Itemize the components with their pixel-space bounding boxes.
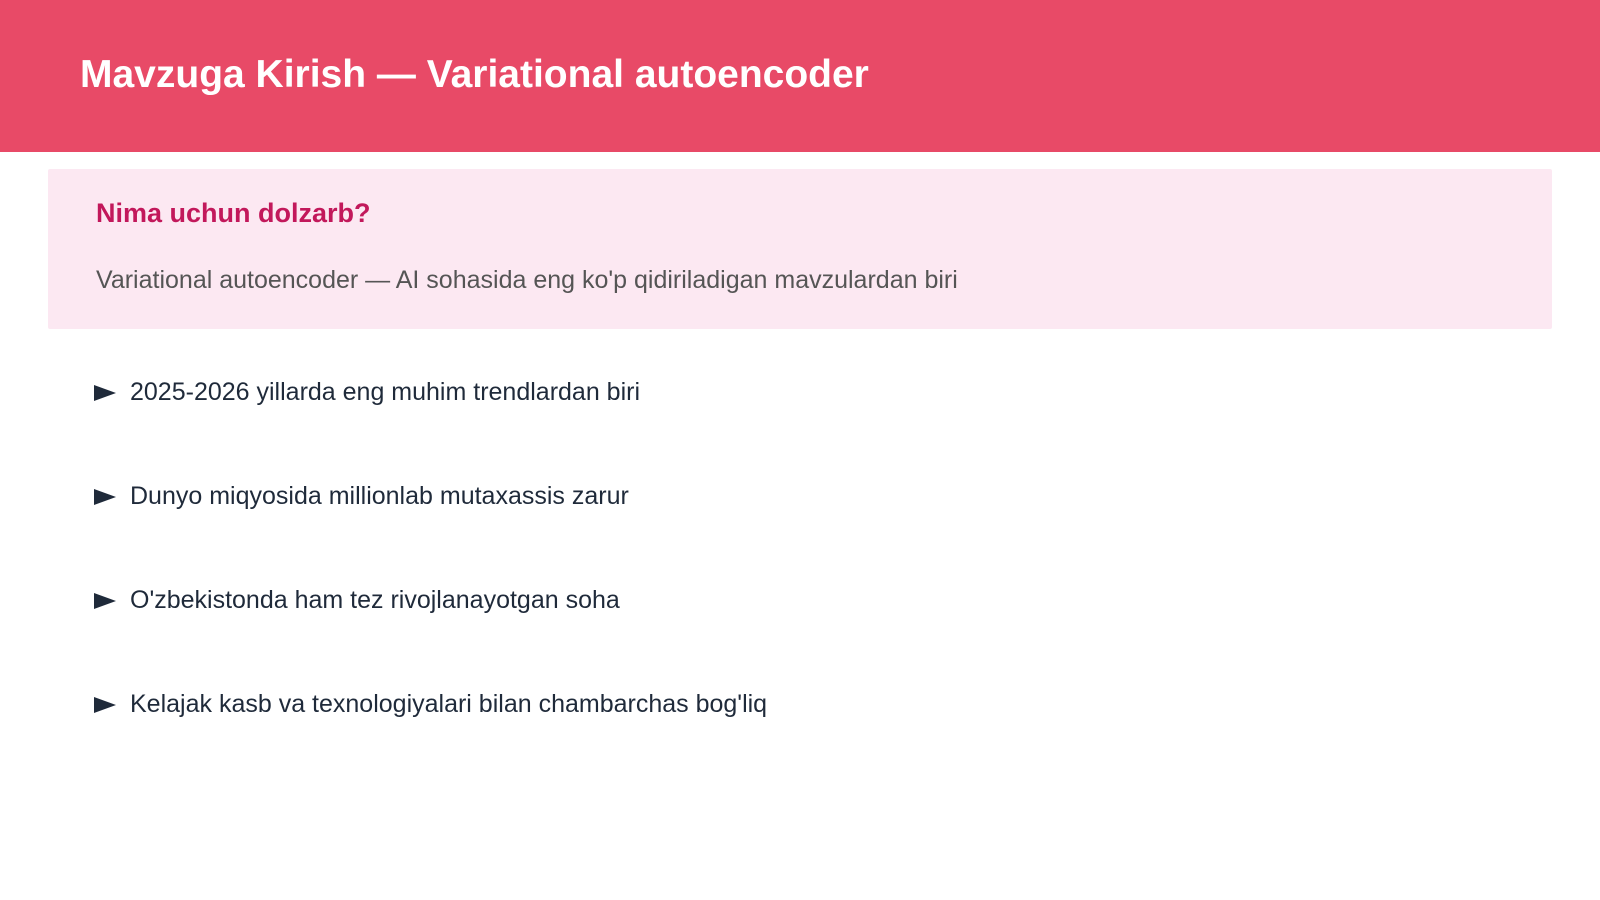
header-banner	[0, 0, 1600, 152]
bullet-text: Kelajak kasb va texnologiyalari bilan chambarchas bog'liq	[130, 690, 768, 718]
triangle-right-icon	[94, 697, 116, 713]
callout-box	[48, 169, 1552, 329]
triangle-right-icon	[94, 489, 116, 505]
bullet-item	[94, 476, 1494, 516]
bullet-text: 2025-2026 yillarda eng muhim trendlardan biri	[130, 378, 641, 406]
bullet-list	[94, 372, 1494, 788]
triangle-right-icon	[94, 385, 116, 401]
callout-title: Nima uchun dolzarb?	[96, 198, 371, 228]
bullet-text: O'zbekistonda ham tez rivojlanayotgan soha	[130, 586, 620, 614]
triangle-right-icon	[94, 593, 116, 609]
callout-text: Variational autoencoder — AI sohasida eng ko'p qidiriladigan mavzulardan biri	[96, 266, 958, 294]
bullet-item	[94, 580, 1494, 620]
bullet-item	[94, 684, 1494, 724]
slide-title: Mavzuga Kirish — Variational autoencoder	[80, 53, 869, 96]
bullet-text: Dunyo miqyosida millionlab mutaxassis zarur	[130, 482, 629, 510]
bullet-item	[94, 372, 1494, 412]
